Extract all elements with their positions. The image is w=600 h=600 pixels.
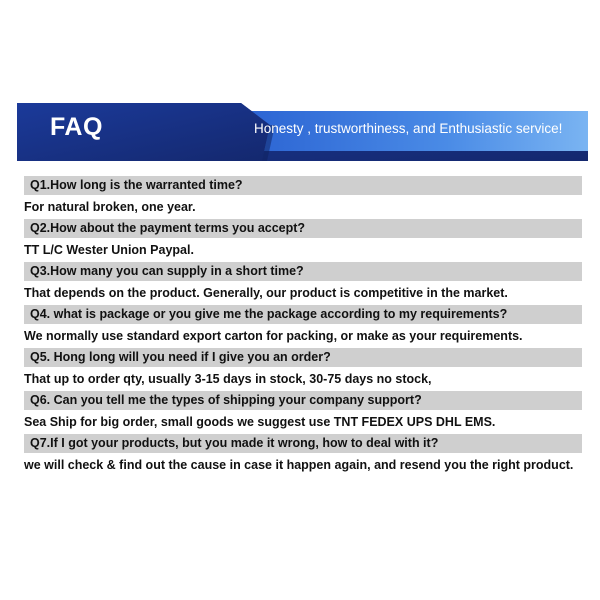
faq-answer: Sea Ship for big order, small goods we suggest use TNT FEDEX UPS DHL EMS.	[24, 415, 496, 429]
faq-answer: That up to order qty, usually 3-15 days in stock, 30-75 days no stock,	[24, 372, 432, 386]
faq-question: Q3.How many you can supply in a short time?	[24, 262, 582, 281]
faq-item	[24, 348, 582, 391]
faq-answer: For natural broken, one year.	[24, 200, 196, 214]
faq-item	[24, 219, 582, 262]
faq-item	[24, 262, 582, 305]
faq-question: Q1.How long is the warranted time?	[24, 176, 582, 195]
faq-item	[24, 391, 582, 434]
faq-question: Q4. what is package or you give me the package according to my requirements?	[24, 305, 582, 324]
faq-question: Q6. Can you tell me the types of shipping your company support?	[24, 391, 582, 410]
faq-question: Q5. Hong long will you need if I give you an order?	[24, 348, 582, 367]
faq-item	[24, 434, 582, 477]
faq-answer: We normally use standard export carton for packing, or make as your requirements.	[24, 329, 523, 343]
header-slogan: Honesty , trustworthiness, and Enthusiastic service!	[254, 121, 563, 136]
faq-title: FAQ	[50, 113, 103, 141]
faq-answer: TT L/C Wester Union Paypal.	[24, 243, 194, 257]
faq-answer: That depends on the product. Generally, our product is competitive in the market.	[24, 286, 508, 300]
faq-question: Q2.How about the payment terms you accept?	[24, 219, 582, 238]
faq-item	[24, 176, 582, 219]
faq-question: Q7.If I got your products, but you made it wrong, how to deal with it?	[24, 434, 582, 453]
faq-list	[24, 176, 582, 477]
faq-answer: we will check & find out the cause in case it happen again, and resend you the right product.	[24, 458, 574, 472]
faq-item	[24, 305, 582, 348]
